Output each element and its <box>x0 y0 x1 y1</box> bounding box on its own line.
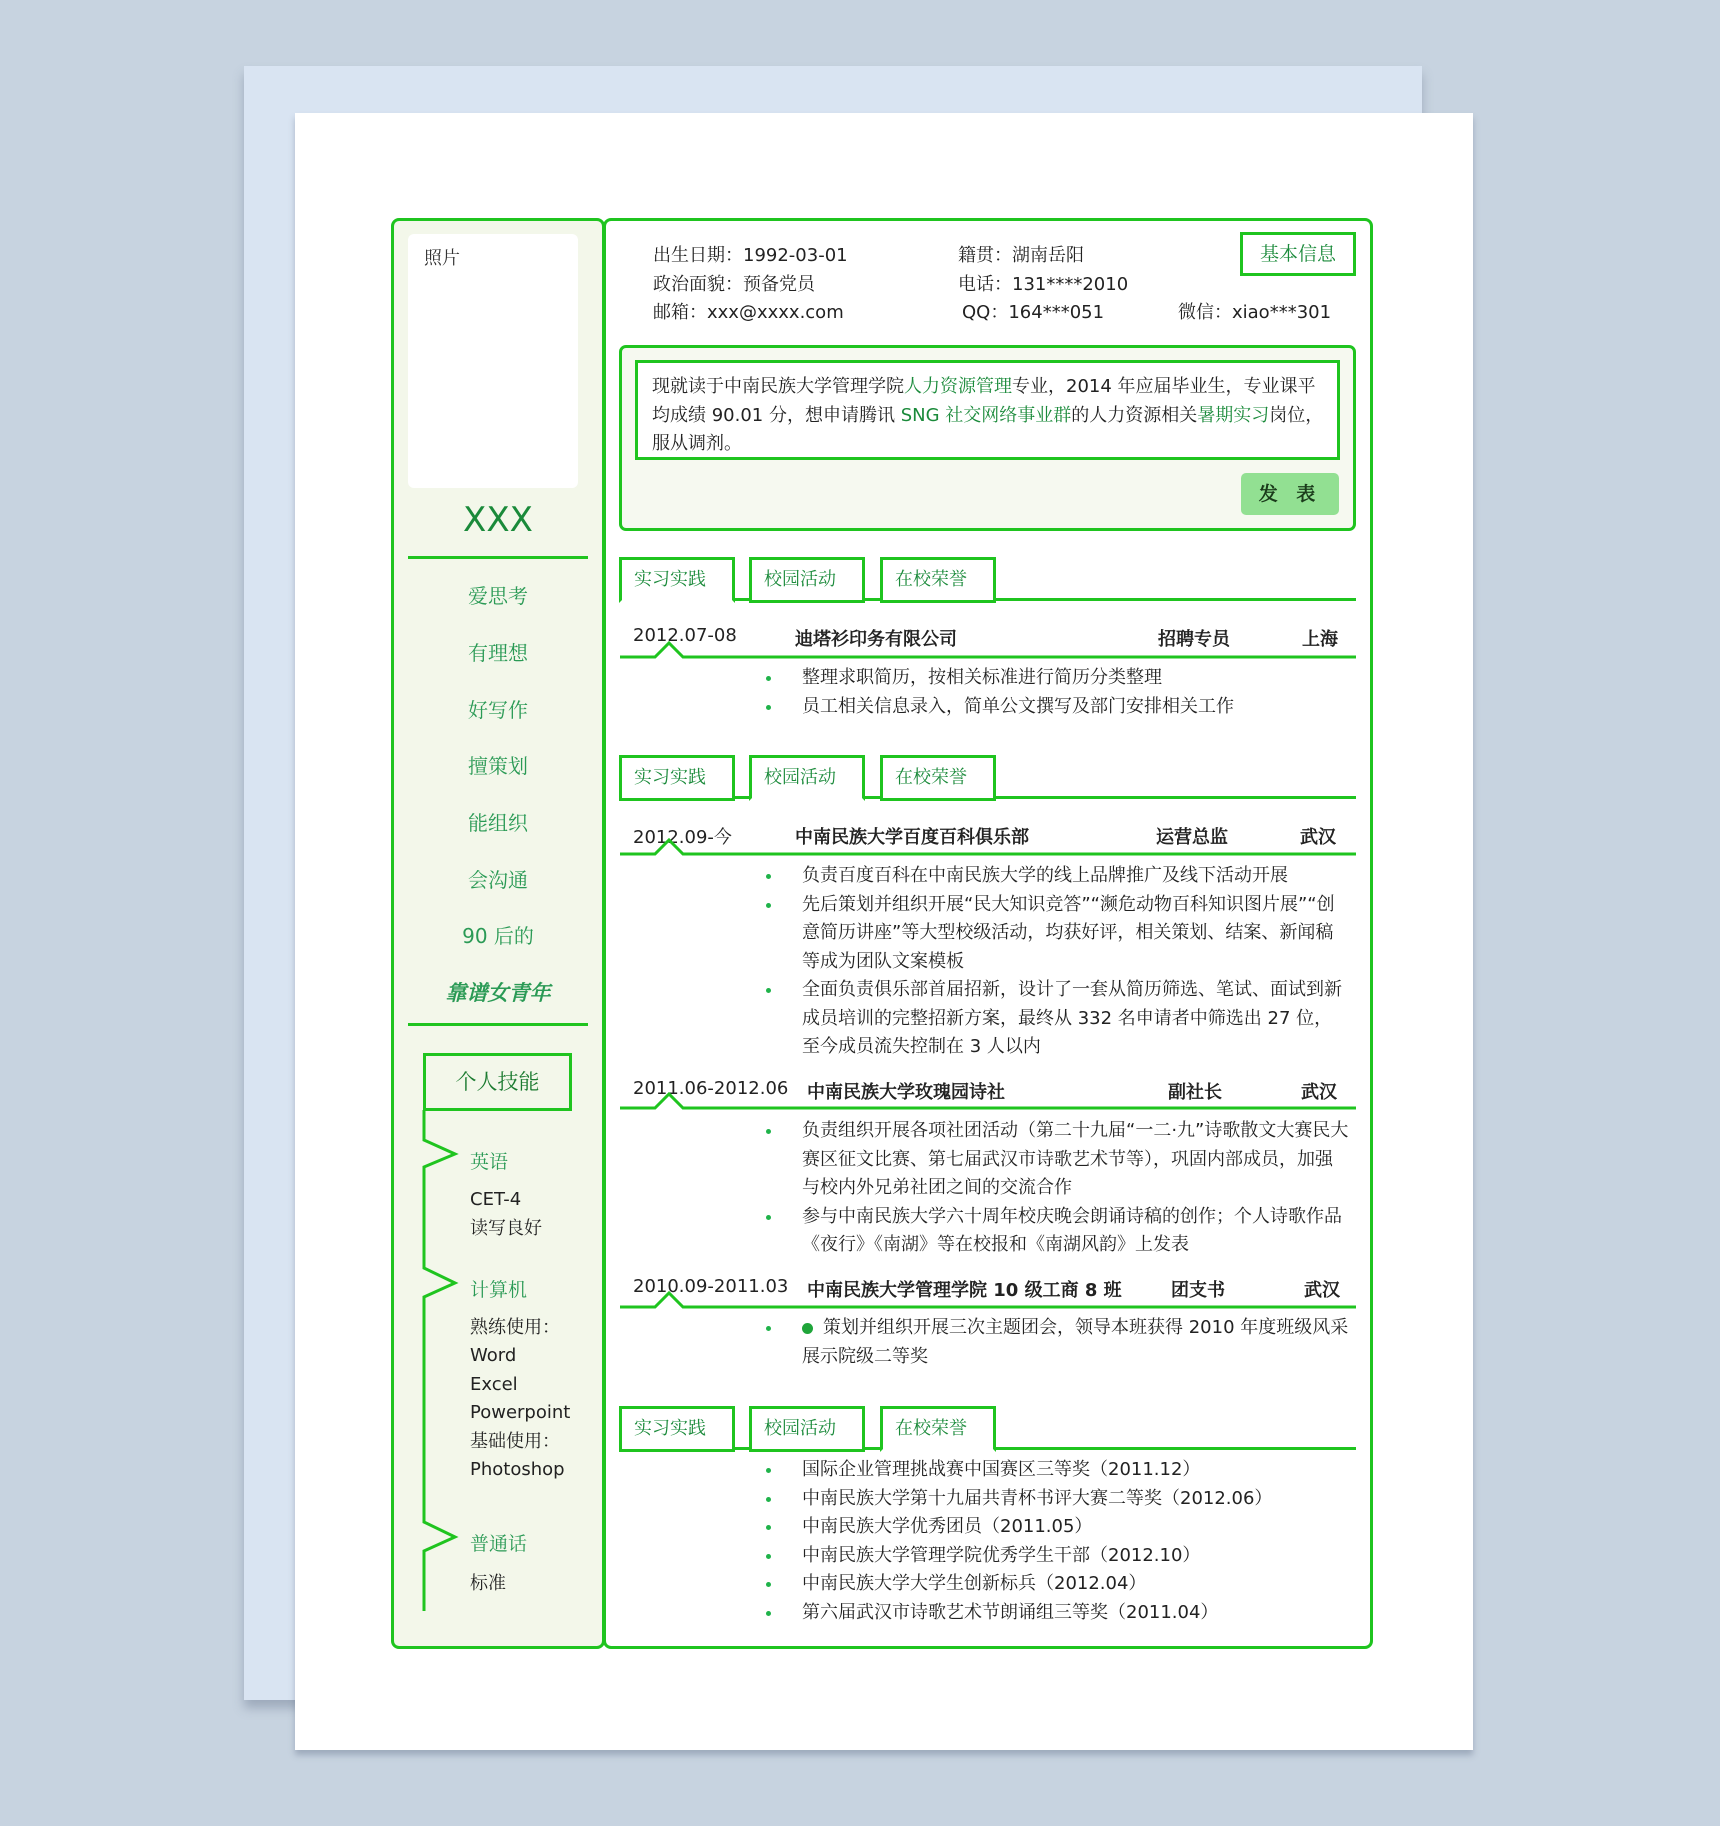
entry-location: 上海 <box>1302 629 1338 650</box>
entry-date: 2010.09-2011.03 <box>633 1276 789 1297</box>
entry-bullets <box>760 862 1350 1062</box>
honor-item: 第六届武汉市诗歌艺术节朗诵组三等奖（2011.04） <box>760 1599 1350 1628</box>
tab-internship[interactable]: 实习实践 <box>619 557 735 603</box>
skill-detail: 标准 <box>470 1573 506 1594</box>
statement-highlight: SNG 社交网络事业群 <box>900 404 1072 426</box>
trait-item: 90 后的 <box>462 924 534 948</box>
entry-date: 2012.07-08 <box>633 625 737 646</box>
basic-info-label: 基本信息 <box>1240 232 1356 276</box>
qq: QQ：164***051 <box>962 302 1105 323</box>
tab-campus[interactable]: 校园活动 <box>749 755 865 801</box>
statement-part: 现就读于中南民族大学管理学院 <box>652 376 904 397</box>
skill-title-english: 英语 <box>470 1151 509 1173</box>
skill-detail: 基础使用： <box>470 1431 560 1452</box>
bullet-dot-icon <box>802 1323 813 1334</box>
tab-internship[interactable]: 实习实践 <box>619 755 735 801</box>
skill-detail: 读写良好 <box>470 1218 542 1239</box>
honor-item: 国际企业管理挑战赛中国赛区三等奖（2011.12） <box>760 1456 1350 1485</box>
entry-bullets <box>760 1117 1350 1260</box>
sidebar-divider-bottom <box>408 1023 588 1026</box>
statement-highlight: 人力资源管理 <box>904 376 1012 397</box>
skill-title-mandarin: 普通话 <box>470 1533 528 1555</box>
entry-role: 运营总监 <box>1156 827 1228 848</box>
bullet-item: 全面负责俱乐部首届招新，设计了一套从简历筛选、笔试、面试到新成员培训的完整招新方案，最终从 332 名申请者中筛选出 27 位，至今成员流失控制在 3 人以内 <box>760 976 1350 1062</box>
entry-role: 副社长 <box>1168 1082 1222 1103</box>
skills-section-title: 个人技能 <box>423 1053 572 1111</box>
trait-item: 会沟通 <box>468 868 528 892</box>
entry-location: 武汉 <box>1300 827 1336 848</box>
publish-button[interactable]: 发 表 <box>1241 473 1339 515</box>
trait-item: 好写作 <box>468 698 528 722</box>
entry-bullets <box>760 1314 1350 1371</box>
entry-role: 招聘专员 <box>1158 629 1230 650</box>
candidate-name: XXX <box>463 500 533 540</box>
entry-organization: 迪塔衫印务有限公司 <box>795 629 957 650</box>
sidebar-divider-top <box>408 556 588 559</box>
tab-honors[interactable]: 在校荣誉 <box>880 1406 996 1452</box>
trait-item: 有理想 <box>468 641 528 665</box>
bullet-item: 参与中南民族大学六十周年校庆晚会朗诵诗稿的创作；个人诗歌作品《夜行》《南湖》等在校报和《南湖风韵》上发表 <box>760 1203 1350 1260</box>
honor-item: 中南民族大学优秀团员（2011.05） <box>760 1513 1350 1542</box>
wechat: 微信：xiao***301 <box>1178 302 1332 323</box>
trait-item: 爱思考 <box>468 584 528 608</box>
entry-organization: 中南民族大学百度百科俱乐部 <box>795 827 1029 848</box>
photo-placeholder[interactable] <box>408 234 578 488</box>
honor-item: 中南民族大学第十九届共青杯书评大赛二等奖（2012.06） <box>760 1485 1350 1514</box>
statement-highlight: 暑期实习 <box>1197 404 1270 426</box>
honor-item: 中南民族大学管理学院优秀学生干部（2012.10） <box>760 1542 1350 1571</box>
skill-detail: Photoshop <box>470 1459 565 1480</box>
honor-item: 中南民族大学大学生创新标兵（2012.04） <box>760 1570 1350 1599</box>
bullet-text: 策划并组织开展三次主题团会，领导本班获得 2010 年度班级风采展示院级二等奖 <box>802 1317 1349 1367</box>
statement-part: 专业，2014 年应届毕业生，专业课平均成绩 90.01 分，想申请腾讯 <box>652 376 1316 426</box>
trait-item: 能组织 <box>468 811 528 835</box>
tab-internship[interactable]: 实习实践 <box>619 1406 735 1452</box>
entry-divider-notch-icon <box>0 0 1 1</box>
entry-role: 团支书 <box>1171 1280 1225 1301</box>
bullet-item: 负责百度百科在中南民族大学的线上品牌推广及线下活动开展 <box>760 862 1350 891</box>
honors-list <box>760 1456 1350 1627</box>
tagline: 靠谱女青年 <box>445 981 551 1005</box>
tab-honors[interactable]: 在校荣誉 <box>880 755 996 801</box>
bullet-item: 员工相关信息录入，简单公文撰写及部门安排相关工作 <box>760 693 1350 722</box>
tab-honors[interactable]: 在校荣誉 <box>880 557 996 603</box>
bullet-item: 整理求职简历，按相关标准进行简历分类整理 <box>760 664 1350 693</box>
entry-location: 武汉 <box>1301 1082 1337 1103</box>
photo-label: 照片 <box>424 248 460 269</box>
email: 邮箱：xxx@xxxx.com <box>653 302 844 323</box>
entry-organization: 中南民族大学玫瑰园诗社 <box>807 1082 1005 1103</box>
tab-campus[interactable]: 校园活动 <box>749 557 865 603</box>
tab-campus[interactable]: 校园活动 <box>749 1406 865 1452</box>
bullet-item <box>760 1314 1350 1371</box>
bullet-item: 负责组织开展各项社团活动（第二十九届“一二·九”诗歌散文大赛民大赛区征文比赛、第七届武汉市诗歌艺术节等），巩固内部成员，加强与校内外兄弟社团之间的交流合作 <box>760 1117 1350 1203</box>
entry-location: 武汉 <box>1304 1280 1340 1301</box>
skill-detail: Word <box>470 1345 517 1366</box>
entry-bullets <box>760 664 1350 721</box>
entry-date: 2012.09-今 <box>633 827 732 848</box>
statement-part: 的人力资源相关 <box>1071 404 1198 426</box>
skill-detail: Excel <box>470 1374 518 1395</box>
phone: 电话：131****2010 <box>958 274 1129 295</box>
political-status: 政治面貌：预备党员 <box>653 274 815 295</box>
skill-detail: 熟练使用： <box>470 1317 560 1338</box>
hometown: 籍贯：湖南岳阳 <box>958 245 1084 266</box>
skill-detail: Powerpoint <box>470 1402 571 1423</box>
skill-detail: CET-4 <box>470 1189 522 1210</box>
trait-item: 擅策划 <box>468 754 528 778</box>
entry-date: 2011.06-2012.06 <box>633 1078 789 1099</box>
statement-text[interactable] <box>635 360 1340 460</box>
entry-organization: 中南民族大学管理学院 10 级工商 8 班 <box>807 1280 1122 1301</box>
statement-part: 岗位，服从调剂。 <box>652 404 1324 454</box>
bullet-item: 先后策划并组织开展“民大知识竞答”“濒危动物百科知识图片展”“创意简历讲座”等大型校级活动，均获好评，相关策划、结案、新闻稿等成为团队文案模板 <box>760 891 1350 977</box>
skill-title-computer: 计算机 <box>470 1279 528 1301</box>
birth-date: 出生日期：1992-03-01 <box>653 245 848 266</box>
